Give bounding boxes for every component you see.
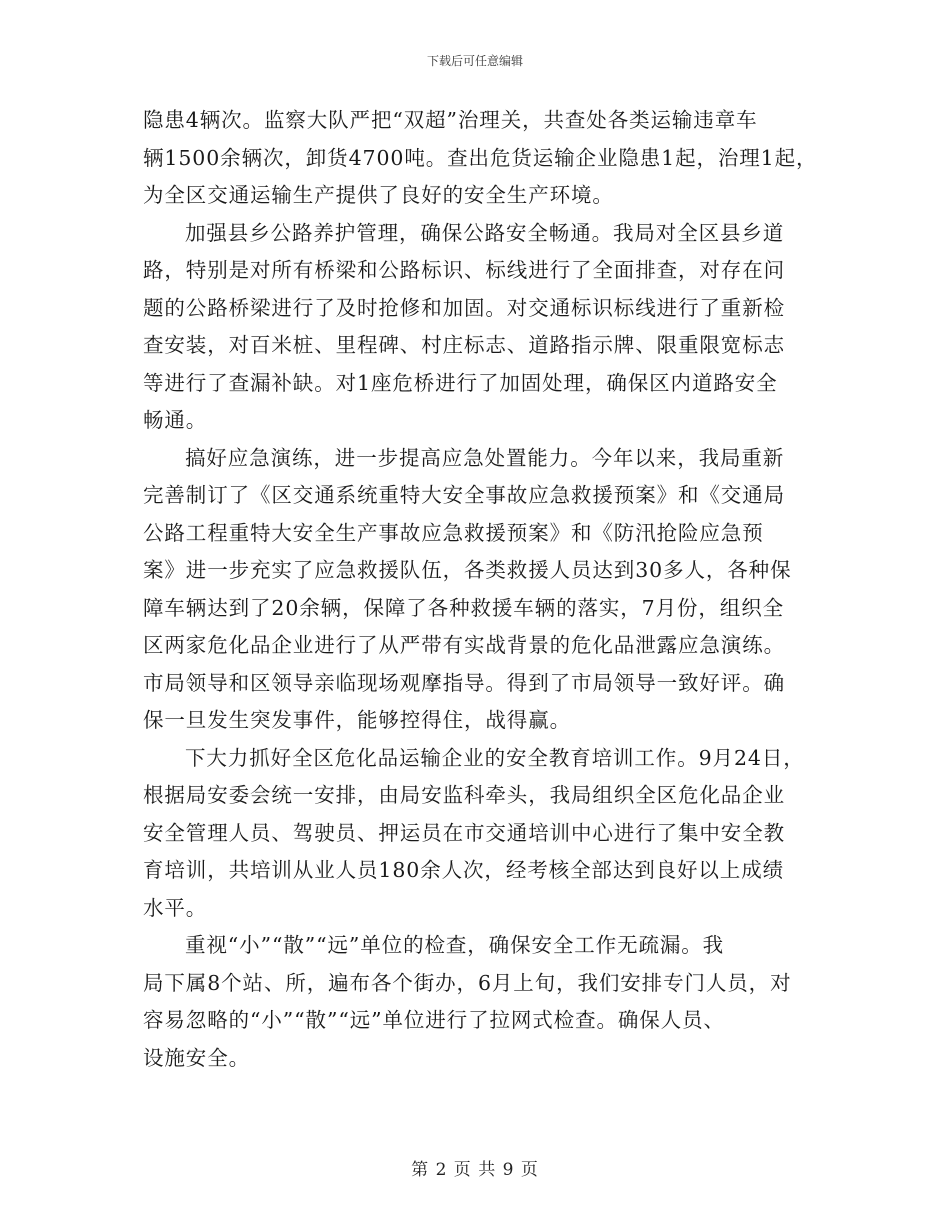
text-line: 路，特别是对所有桥梁和公路标识、标线进行了全面排查，对存在问: [143, 258, 785, 282]
text-line: 设施安全。: [143, 1045, 250, 1070]
text-line: 局下属8个站、所，遍布各个街办，6月上旬，我们安排专门人员，对: [143, 970, 792, 995]
paragraph-first-line: 搞好应急演练，进一步提高应急处置能力。今年以来，我局重新: [185, 445, 785, 470]
text-line: 辆1500余辆次，卸货4700吨。查出危货运输企业隐患1起，治理1起，: [143, 145, 818, 170]
text-line: 为全区交通运输生产提供了良好的安全生产环境。: [143, 183, 614, 207]
text-line: 容易忽略的“小”“散”“远”单位进行了拉网式检查。确保人员、: [143, 1008, 725, 1032]
text-line: 障车辆达到了20余辆，保障了各种救援车辆的落实，7月份，组织全: [143, 595, 785, 620]
paragraph-first-line: 重视“小”“散”“远”单位的检查，确保安全工作无疏漏。我: [185, 933, 725, 957]
text-line: 案》进一步充实了应急救援队伍，各类救援人员达到30多人，各种保: [143, 558, 792, 582]
text-line: 完善制订了《区交通系统重特大安全事故应急救援预案》和《交通局: [143, 483, 785, 507]
paragraph-first-line: 下大力抓好全区危化品运输企业的安全教育培训工作。9月24日，: [185, 745, 805, 770]
text-line: 安全管理人员、驾驶员、押运员在市交通培训中心进行了集中安全教: [143, 820, 785, 845]
text-line: 根据局安委会统一安排，由局安监科牵头，我局组织全区危化品企业: [143, 783, 785, 807]
text-line: 水平。: [143, 895, 208, 920]
page-header: 下载后可任意编辑: [426, 54, 523, 68]
text-line: 育培训，共培训从业人员180余人次，经考核全部达到良好以上成绩: [143, 858, 785, 882]
paragraph-first-line: 加强县乡公路养护管理，确保公路安全畅通。我局对全区县乡道: [185, 220, 785, 245]
text-line: 畅通。: [143, 408, 208, 432]
text-line: 公路工程重特大安全生产事故应急救援预案》和《防汛抢险应急预: [143, 520, 764, 545]
text-line: 市局领导和区领导亲临现场观摩指导。得到了市局领导一致好评。确: [143, 670, 785, 695]
text-line: 题的公路桥梁进行了及时抢修和加固。对交通标识标线进行了重新检: [143, 295, 785, 320]
text-line: 查安装，对百米桩、里程碑、村庄标志、道路指示牌、限重限宽标志: [143, 333, 785, 357]
document-body: [143, 102, 818, 1077]
text-line: 隐患4辆次。监察大队严把“双超”治理关，共查处各类运输违章车: [143, 108, 758, 132]
text-line: 保一旦发生突发事件，能够控得住，战得赢。: [143, 708, 571, 732]
text-line: 等进行了查漏补缺。对1座危桥进行了加固处理，确保区内道路安全: [143, 370, 778, 395]
text-line: 区两家危化品企业进行了从严带有实战背景的危化品泄露应急演练。: [143, 633, 785, 657]
page-number-footer: 第 2 页 共 9 页: [411, 1160, 539, 1180]
